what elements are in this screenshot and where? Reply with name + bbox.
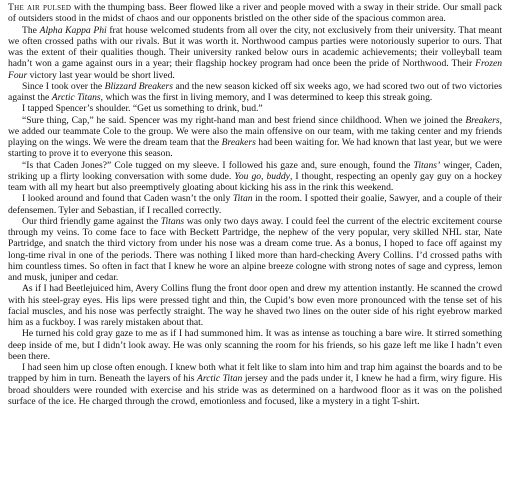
text-run: , which was the first in living memory, and I was determined to keep this streak going.: [100, 92, 433, 103]
text-run: with the thumping bass. Beer flowed like a river and people moved with a sway in their stride. Our small pack of outsiders stood in the midst of chaos and our opponents bristled on the other side of the spacious common area.: [8, 2, 502, 25]
text-run: was only two days away. I could feel the current of the electric excitement course through my veins. To come face to face with Beckett Partridge, the nephew of the very popular, very skilled NHL star, Nate Partridge, and snatch the third victory from under his nose was a dream come true. As a bonus, I hoped to face off against my long-time rival in one of the periods. There was nothing I liked more than hard-checking Avery Collins. I’d crossed paths with him countless times. So often in fact that I knew he wore an alpine breeze cologne with strong notes of sage and cypress, lemon and musk, juniper and cedar.: [8, 215, 502, 283]
text-run: victory last year would be short lived.: [27, 69, 175, 81]
text-run: Our third friendly game against the: [22, 215, 161, 227]
text-run: had been waiting for. We had known that last year, but we were starting to prove it to everyone this season.: [8, 137, 502, 160]
italic-text: You go, buddy: [234, 170, 290, 182]
italic-text: Frozen Four: [8, 58, 502, 81]
paragraph: [8, 25, 502, 81]
text-run: Since I took over the: [22, 80, 105, 92]
italic-text: Breakers: [221, 137, 256, 148]
paragraph: [8, 160, 502, 194]
small-caps-lead-in: The air pulsed: [8, 2, 72, 13]
paragraph: [8, 81, 502, 104]
text-run: winger, Caden, striking up a flirty looking conversation with some dude.: [8, 159, 502, 182]
italic-text: Blizzard Breakers: [104, 80, 173, 92]
text-run: The: [22, 24, 40, 36]
text-run: frat house welcomed students from all over the city, not exclusively from their university. That meant we often crossed paths with our rivals. But it was worth it. Northwood campus parties were notoriously superior to ours. That was the extent of their qualities though. Their university ranked below ours in academic achievements; their volleyball team hadn’t won a game against ours in a year; their flagship hockey program had once been the pride of Northwood. Their: [8, 24, 502, 70]
italic-text: Alpha Kappa Phi: [39, 24, 107, 36]
text-run: jersey and the pads under it, I knew he had a firm, wiry figure. His broad shoulders were rounded with exercise and his stride was as determined on a hardwood floor as it was on the polished surface of the ice. He charged through the crowd, emotionless and focused, like a mystery in a tight T-shirt.: [8, 373, 503, 407]
paragraph: [8, 328, 502, 362]
text-run: , we added our teammate Cole to the group. We were also the main offensive on our team, with me taking center and my friends playing on the wings. We were the dream team that the: [8, 114, 502, 148]
paragraph: [8, 283, 502, 328]
text-run: , I thought, respecting an openly gay guy on a hockey team with all my heart but also preemptively gloating about kicking his ass in the rink this weekend.: [8, 170, 502, 193]
paragraph: [8, 362, 502, 407]
paragraph: [8, 103, 502, 114]
italic-text: Arctic Titan: [197, 373, 243, 385]
italic-text: Titan: [232, 193, 253, 205]
italic-text: Breakers: [465, 114, 500, 126]
paragraph: [8, 2, 502, 25]
italic-text: Titans’: [413, 159, 441, 171]
text-run: I tapped Spencer’s shoulder. “Get us something to drink, bud.”: [22, 103, 263, 115]
paragraph: [8, 115, 502, 160]
text-run: I looked around and found that Caden wasn’t the only: [22, 193, 233, 205]
text-run: “Is that Caden Jones?” Cole tugged on my sleeve. I followed his gaze and, sure enough, found the: [22, 159, 414, 171]
text-run: “Sure thing, Cap,” he said. Spencer was my right-hand man and best friend since childhood. When we joined the: [22, 114, 466, 126]
paragraph: [8, 193, 502, 216]
text-run: As if I had Beetlejuiced him, Avery Collins flung the front door open and drew my attention instantly. He scanned the crowd with his steel-gray eyes. His lips were pressed tight and thin, the Cupid’s bow even more pronounced with the tense set of his facial muscles, and his nose was perfectly straight. The way he shaved two lines on the outer side of his right eyebrow marked him as a fuckboy. I was rarely mistaken about that.: [8, 283, 502, 328]
text-run: I had seen him up close often enough. I knew both what it felt like to slam into him and trap him against the boards and to be trapped by him in turn. Beneath the layers of his: [8, 362, 502, 385]
paragraph: [8, 216, 502, 284]
italic-text: Arctic Titans: [51, 92, 101, 103]
italic-text: Titans: [160, 215, 185, 227]
text-run: and the new season kicked off six weeks ago, we had scored two out of two victories against the: [8, 80, 502, 103]
text-run: in the room. I spotted their goalie, Sawyer, and a couple of their defensemen. Tyler and Sebastian, if I recalled correctly.: [8, 193, 502, 216]
text-run: He turned his cold gray gaze to me as if I had summoned him. It was as intense as touching a bare wire. It stirred something deep inside of me, but I didn’t look away. He was only scanning the room for his friends, so his gaze left me like I hadn’t even been there.: [8, 328, 502, 362]
